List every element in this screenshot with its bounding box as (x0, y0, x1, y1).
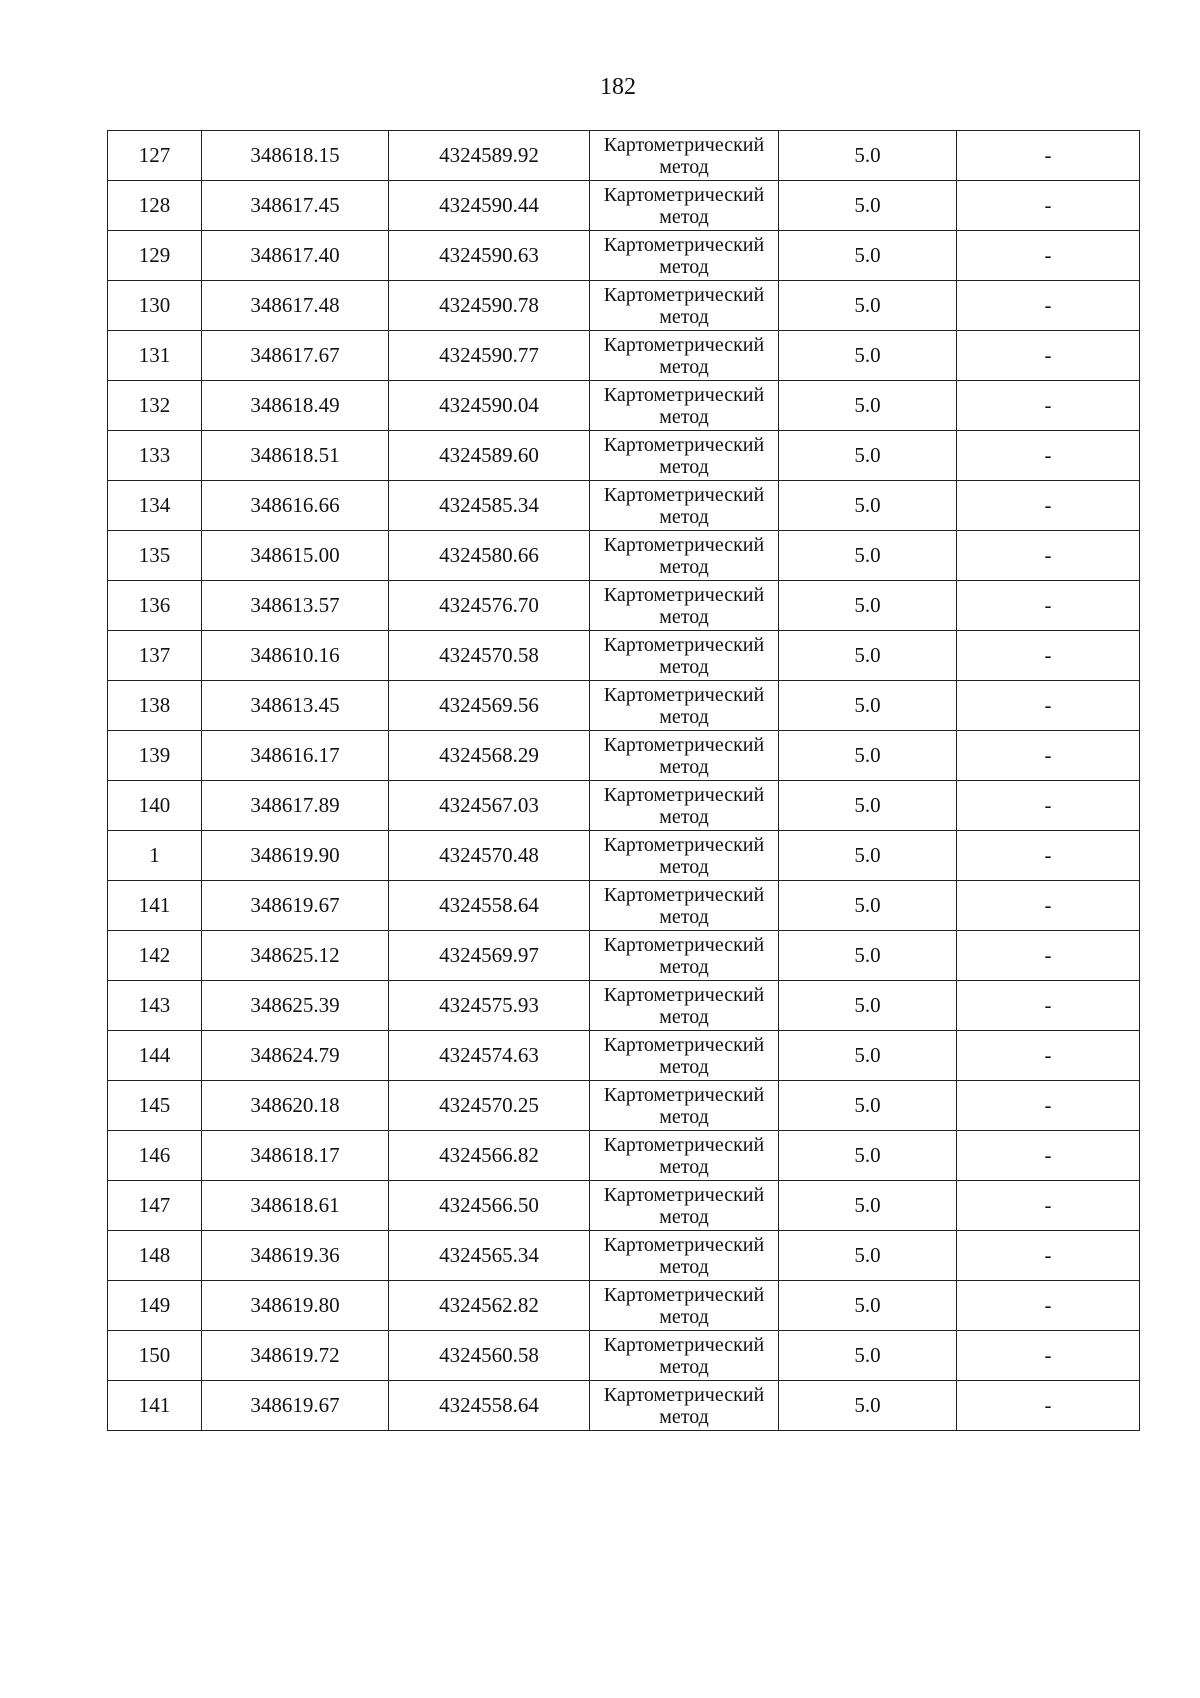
note-cell: - (957, 781, 1140, 831)
x-coordinate-cell: 348620.18 (202, 1081, 389, 1131)
y-coordinate-cell: 4324590.77 (389, 331, 590, 381)
x-coordinate-cell: 348618.17 (202, 1131, 389, 1181)
accuracy-cell: 5.0 (779, 581, 957, 631)
y-coordinate-cell: 4324590.63 (389, 231, 590, 281)
method-cell: Картометрический метод (590, 1281, 779, 1331)
method-cell: Картометрический метод (590, 681, 779, 731)
table-row (108, 481, 1140, 531)
table-row (108, 1281, 1140, 1331)
table-row (108, 681, 1140, 731)
x-coordinate-cell: 348619.90 (202, 831, 389, 881)
y-coordinate-cell: 4324574.63 (389, 1031, 590, 1081)
x-coordinate-cell: 348610.16 (202, 631, 389, 681)
point-number-cell: 137 (108, 631, 202, 681)
point-number-cell: 138 (108, 681, 202, 731)
method-cell: Картометрический метод (590, 781, 779, 831)
table-row (108, 731, 1140, 781)
note-cell: - (957, 1031, 1140, 1081)
method-cell: Картометрический метод (590, 631, 779, 681)
accuracy-cell: 5.0 (779, 881, 957, 931)
note-cell: - (957, 231, 1140, 281)
accuracy-cell: 5.0 (779, 1031, 957, 1081)
method-cell: Картометрический метод (590, 131, 779, 181)
y-coordinate-cell: 4324575.93 (389, 981, 590, 1031)
x-coordinate-cell: 348616.66 (202, 481, 389, 531)
table-row (108, 1181, 1140, 1231)
method-cell: Картометрический метод (590, 1231, 779, 1281)
point-number-cell: 132 (108, 381, 202, 431)
x-coordinate-cell: 348613.57 (202, 581, 389, 631)
point-number-cell: 147 (108, 1181, 202, 1231)
point-number-cell: 150 (108, 1331, 202, 1381)
point-number-cell: 146 (108, 1131, 202, 1181)
note-cell: - (957, 831, 1140, 881)
method-cell: Картометрический метод (590, 281, 779, 331)
table-row (108, 831, 1140, 881)
accuracy-cell: 5.0 (779, 731, 957, 781)
accuracy-cell: 5.0 (779, 931, 957, 981)
table-row (108, 581, 1140, 631)
note-cell: - (957, 381, 1140, 431)
point-number-cell: 133 (108, 431, 202, 481)
accuracy-cell: 5.0 (779, 1281, 957, 1331)
x-coordinate-cell: 348625.39 (202, 981, 389, 1031)
x-coordinate-cell: 348618.49 (202, 381, 389, 431)
method-cell: Картометрический метод (590, 981, 779, 1031)
point-number-cell: 130 (108, 281, 202, 331)
x-coordinate-cell: 348617.89 (202, 781, 389, 831)
table-row (108, 281, 1140, 331)
table-row (108, 531, 1140, 581)
y-coordinate-cell: 4324590.78 (389, 281, 590, 331)
accuracy-cell: 5.0 (779, 1381, 957, 1431)
note-cell: - (957, 481, 1140, 531)
accuracy-cell: 5.0 (779, 431, 957, 481)
note-cell: - (957, 631, 1140, 681)
accuracy-cell: 5.0 (779, 1081, 957, 1131)
table-row (108, 1131, 1140, 1181)
table-row (108, 431, 1140, 481)
x-coordinate-cell: 348617.48 (202, 281, 389, 331)
accuracy-cell: 5.0 (779, 631, 957, 681)
point-number-cell: 145 (108, 1081, 202, 1131)
accuracy-cell: 5.0 (779, 131, 957, 181)
method-cell: Картометрический метод (590, 1331, 779, 1381)
note-cell: - (957, 531, 1140, 581)
y-coordinate-cell: 4324590.04 (389, 381, 590, 431)
method-cell: Картометрический метод (590, 1381, 779, 1431)
y-coordinate-cell: 4324576.70 (389, 581, 590, 631)
y-coordinate-cell: 4324568.29 (389, 731, 590, 781)
x-coordinate-cell: 348619.80 (202, 1281, 389, 1331)
method-cell: Картометрический метод (590, 831, 779, 881)
y-coordinate-cell: 4324570.48 (389, 831, 590, 881)
method-cell: Картометрический метод (590, 331, 779, 381)
note-cell: - (957, 1381, 1140, 1431)
table-row (108, 1081, 1140, 1131)
point-number-cell: 144 (108, 1031, 202, 1081)
y-coordinate-cell: 4324570.25 (389, 1081, 590, 1131)
x-coordinate-cell: 348617.45 (202, 181, 389, 231)
table-row (108, 881, 1140, 931)
accuracy-cell: 5.0 (779, 381, 957, 431)
x-coordinate-cell: 348616.17 (202, 731, 389, 781)
x-coordinate-cell: 348617.67 (202, 331, 389, 381)
y-coordinate-cell: 4324565.34 (389, 1231, 590, 1281)
method-cell: Картометрический метод (590, 1031, 779, 1081)
y-coordinate-cell: 4324590.44 (389, 181, 590, 231)
x-coordinate-cell: 348618.15 (202, 131, 389, 181)
note-cell: - (957, 281, 1140, 331)
accuracy-cell: 5.0 (779, 781, 957, 831)
point-number-cell: 134 (108, 481, 202, 531)
table-row (108, 1331, 1140, 1381)
table-row (108, 181, 1140, 231)
note-cell: - (957, 1231, 1140, 1281)
y-coordinate-cell: 4324569.97 (389, 931, 590, 981)
note-cell: - (957, 1281, 1140, 1331)
x-coordinate-cell: 348619.67 (202, 881, 389, 931)
method-cell: Картометрический метод (590, 231, 779, 281)
note-cell: - (957, 331, 1140, 381)
method-cell: Картометрический метод (590, 181, 779, 231)
accuracy-cell: 5.0 (779, 1231, 957, 1281)
point-number-cell: 127 (108, 131, 202, 181)
y-coordinate-cell: 4324558.64 (389, 1381, 590, 1431)
point-number-cell: 128 (108, 181, 202, 231)
table-body (108, 131, 1140, 1431)
x-coordinate-cell: 348618.61 (202, 1181, 389, 1231)
point-number-cell: 149 (108, 1281, 202, 1331)
table-row (108, 931, 1140, 981)
method-cell: Картометрический метод (590, 481, 779, 531)
accuracy-cell: 5.0 (779, 1181, 957, 1231)
note-cell: - (957, 431, 1140, 481)
point-number-cell: 148 (108, 1231, 202, 1281)
method-cell: Картометрический метод (590, 1131, 779, 1181)
accuracy-cell: 5.0 (779, 531, 957, 581)
table-row (108, 131, 1140, 181)
table-row (108, 1231, 1140, 1281)
x-coordinate-cell: 348619.67 (202, 1381, 389, 1431)
note-cell: - (957, 1181, 1140, 1231)
x-coordinate-cell: 348625.12 (202, 931, 389, 981)
method-cell: Картометрический метод (590, 381, 779, 431)
x-coordinate-cell: 348615.00 (202, 531, 389, 581)
table-row (108, 981, 1140, 1031)
table-row (108, 1031, 1140, 1081)
accuracy-cell: 5.0 (779, 481, 957, 531)
accuracy-cell: 5.0 (779, 1131, 957, 1181)
point-number-cell: 141 (108, 881, 202, 931)
table-row (108, 1381, 1140, 1431)
y-coordinate-cell: 4324589.60 (389, 431, 590, 481)
x-coordinate-cell: 348619.72 (202, 1331, 389, 1381)
y-coordinate-cell: 4324569.56 (389, 681, 590, 731)
page-number: 182 (600, 74, 636, 100)
accuracy-cell: 5.0 (779, 181, 957, 231)
point-number-cell: 142 (108, 931, 202, 981)
method-cell: Картометрический метод (590, 531, 779, 581)
accuracy-cell: 5.0 (779, 681, 957, 731)
point-number-cell: 139 (108, 731, 202, 781)
coordinates-table (107, 130, 1140, 1431)
y-coordinate-cell: 4324566.50 (389, 1181, 590, 1231)
y-coordinate-cell: 4324560.58 (389, 1331, 590, 1381)
point-number-cell: 136 (108, 581, 202, 631)
point-number-cell: 140 (108, 781, 202, 831)
note-cell: - (957, 1331, 1140, 1381)
y-coordinate-cell: 4324585.34 (389, 481, 590, 531)
note-cell: - (957, 681, 1140, 731)
point-number-cell: 143 (108, 981, 202, 1031)
accuracy-cell: 5.0 (779, 831, 957, 881)
method-cell: Картометрический метод (590, 1181, 779, 1231)
accuracy-cell: 5.0 (779, 981, 957, 1031)
table-row (108, 331, 1140, 381)
point-number-cell: 131 (108, 331, 202, 381)
note-cell: - (957, 1131, 1140, 1181)
y-coordinate-cell: 4324562.82 (389, 1281, 590, 1331)
method-cell: Картометрический метод (590, 431, 779, 481)
note-cell: - (957, 981, 1140, 1031)
accuracy-cell: 5.0 (779, 281, 957, 331)
y-coordinate-cell: 4324570.58 (389, 631, 590, 681)
note-cell: - (957, 581, 1140, 631)
method-cell: Картометрический метод (590, 1081, 779, 1131)
y-coordinate-cell: 4324566.82 (389, 1131, 590, 1181)
accuracy-cell: 5.0 (779, 331, 957, 381)
note-cell: - (957, 181, 1140, 231)
y-coordinate-cell: 4324558.64 (389, 881, 590, 931)
y-coordinate-cell: 4324580.66 (389, 531, 590, 581)
y-coordinate-cell: 4324567.03 (389, 781, 590, 831)
method-cell: Картометрический метод (590, 731, 779, 781)
y-coordinate-cell: 4324589.92 (389, 131, 590, 181)
table-row (108, 231, 1140, 281)
x-coordinate-cell: 348624.79 (202, 1031, 389, 1081)
note-cell: - (957, 131, 1140, 181)
accuracy-cell: 5.0 (779, 1331, 957, 1381)
x-coordinate-cell: 348617.40 (202, 231, 389, 281)
note-cell: - (957, 731, 1140, 781)
table-row (108, 631, 1140, 681)
point-number-cell: 141 (108, 1381, 202, 1431)
point-number-cell: 1 (108, 831, 202, 881)
accuracy-cell: 5.0 (779, 231, 957, 281)
table-row (108, 781, 1140, 831)
note-cell: - (957, 931, 1140, 981)
x-coordinate-cell: 348613.45 (202, 681, 389, 731)
method-cell: Картометрический метод (590, 931, 779, 981)
table-row (108, 381, 1140, 431)
x-coordinate-cell: 348618.51 (202, 431, 389, 481)
method-cell: Картометрический метод (590, 581, 779, 631)
point-number-cell: 135 (108, 531, 202, 581)
note-cell: - (957, 881, 1140, 931)
note-cell: - (957, 1081, 1140, 1131)
x-coordinate-cell: 348619.36 (202, 1231, 389, 1281)
point-number-cell: 129 (108, 231, 202, 281)
method-cell: Картометрический метод (590, 881, 779, 931)
